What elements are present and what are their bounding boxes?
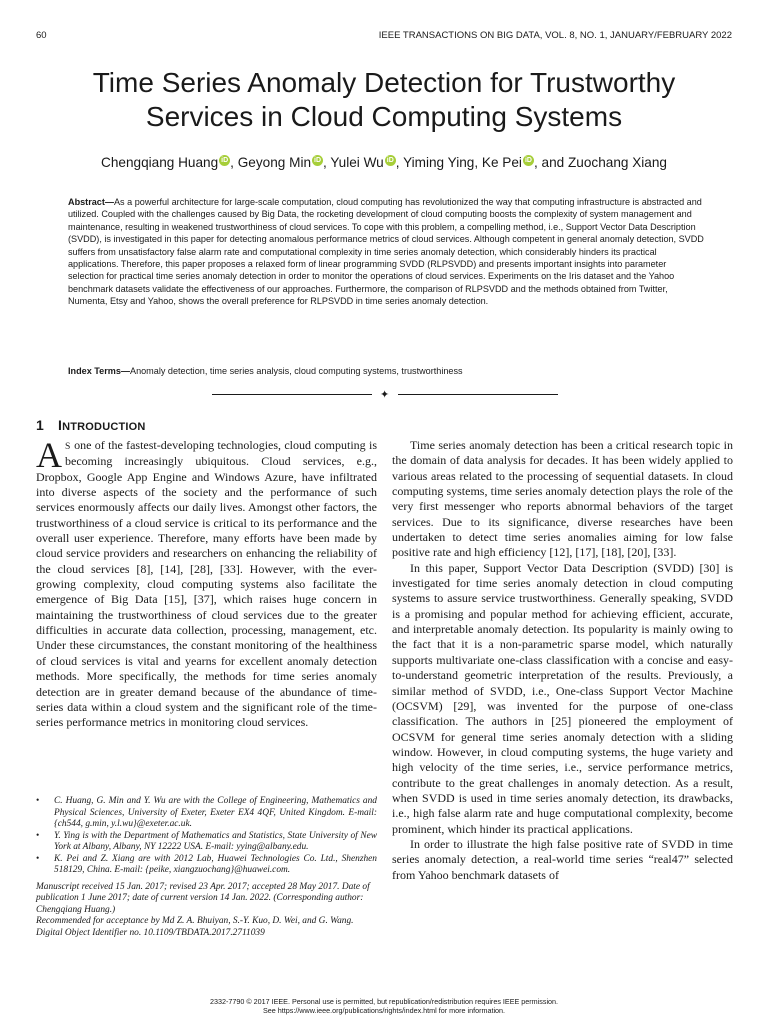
dropcap: A bbox=[36, 435, 62, 475]
section-heading bbox=[36, 417, 146, 433]
index-terms bbox=[68, 365, 704, 377]
bullet-icon: • bbox=[36, 853, 40, 864]
body-column-right bbox=[392, 438, 733, 883]
manuscript-history: Manuscript received 15 Jan. 2017; revised 23 Apr. 2017; accepted 28 May 2017. Date of publication 1 June 2017; date of current version 14 Jan. 2022. (Corresponding author: Chengqiang Huang.) bbox=[36, 881, 370, 915]
running-head: IEEE TRANSACTIONS ON BIG DATA, VOL. 8, NO. 1, JANUARY/FEBRUARY 2022 bbox=[378, 30, 732, 41]
paragraph bbox=[36, 435, 377, 731]
body-column-left bbox=[36, 435, 377, 731]
abstract bbox=[68, 196, 704, 308]
affiliation-footnote bbox=[36, 854, 377, 877]
section-title-initial: I bbox=[58, 417, 63, 433]
section-number: 1 bbox=[36, 417, 44, 433]
index-terms-label: Index Terms— bbox=[68, 366, 130, 376]
title-line-2: Services in Cloud Computing Systems bbox=[145, 101, 623, 132]
section-divider bbox=[212, 389, 558, 401]
copyright-line: 2332-7790 © 2017 IEEE. Personal use is permitted, but republication/redistribution requires IEEE permission. bbox=[209, 997, 559, 1006]
author-name: Yulei Wu bbox=[330, 155, 384, 170]
title-line-1: Time Series Anomaly Detection for Trustworthy bbox=[92, 67, 676, 98]
footnote-text: K. Pei and Z. Xiang are with 2012 Lab, Huawei Technologies Co. Ltd., Shenzhen 518129, China. E-mail: {peike, xiangzuochang}@huawei.com. bbox=[54, 853, 377, 875]
bullet-icon: • bbox=[36, 830, 40, 841]
author-name: and Zuochang Xiang bbox=[541, 155, 667, 170]
orcid-icon[interactable]: iD bbox=[386, 157, 394, 164]
orcid-icon[interactable]: iD bbox=[221, 157, 229, 164]
affiliation-footnote bbox=[36, 796, 377, 831]
divider-line bbox=[212, 394, 372, 395]
paragraph: In this paper, Support Vector Data Description (SVDD) [30] is investigated for time series anomaly detection in cloud computing systems to assure service trustworthiness. Generally speaking, SVDD is a promising and popular method for achieving efficient, accurate, and interpretable anomaly detection. Its popularity is mainly owing to the fact that it is a non-parametric sparse model, which naturally supports multivariate one-class classification with a concise and easy-to-understand geometric interpretation of the results. Previously, a similar method of SVDD, i.e., One-class Support Vector Machine (OCSVM) [29], was invented for the purpose of one-class classification. The authors in [25] pioneered the employment of OCSVM for general time series anomaly detection with a sliding window. However, in cloud computing systems, the huge variety and high velocity of the time series, i.e., service performance metrics, contribute to the great challenges in anomaly detection. As a result, when SVDD is used in time series anomaly detection, its drawbacks, i.e., high false alarm rate and huge computational complexity, become prominent, which hinder its practical applications. bbox=[392, 560, 733, 836]
author-name: Yiming Ying, Ke Pei bbox=[403, 155, 522, 170]
orcid-icon[interactable]: iD bbox=[314, 157, 322, 164]
paragraph-text: one of the fastest-developing technologies, cloud computing is becoming increasingly ubiquitous. Cloud services, e.g., Dropbox, Google App Engine and Windows Azure, have infiltrated into diverse aspects of the society and the performance of such services enormously affects our daily lives. Amongst other factors, the trustworthiness of a cloud service is critical to its performance and the overall user experience. Therefore, many efforts have been made by cloud service providers and researchers on enhancing the reliability of the cloud services [8], [14], [28], [33]. However, with the ever-growing complexity, cloud computing systems also facilitate the emergence of Big Data [15], [37], which raises huge concern in maintaining the trustworthiness of cloud services due to the greater difficulties in accurate data collection, processing, management, etc. Under these circumstances, the constant monitoring of the healthiness of cloud services is vital and yearns for excellent anomaly detection methods. More specifically, the methods for time series anomaly detection are in greater demand because of the abundance of time-series data within a cloud system and the significant role of the time-series performance metrics in monitoring cloud services. bbox=[36, 438, 377, 730]
divider-line bbox=[398, 394, 558, 395]
footnotes bbox=[36, 796, 377, 939]
divider-ornament-icon: ✦ bbox=[380, 389, 390, 401]
orcid-icon[interactable]: iD bbox=[524, 157, 532, 164]
paragraph: Time series anomaly detection has been a critical research topic in the domain of data analysis for decades. It has been widely applied to various areas related to the processing of sequential datasets. In cloud computing systems, time series anomaly detection plays the role of the very first messenger who reports abnormal behaviors of the target services. Due to its significance, diverse researches have been undertaken to detect time series anomalies aiming for low false positive rate and high efficiency [12], [17], [18], [20], [33]. bbox=[392, 438, 733, 560]
index-terms-text: Anomaly detection, time series analysis, cloud computing systems, trustworthiness bbox=[130, 366, 463, 376]
author-name: Geyong Min bbox=[237, 155, 312, 170]
paper-title bbox=[40, 66, 728, 134]
footnote-text: Y. Ying is with the Department of Mathematics and Statistics, State University of New York at Albany, Albany, NY 12222 USA. E-mail: yying@albany.edu. bbox=[54, 830, 377, 852]
section-title-rest: NTRODUCTION bbox=[62, 421, 146, 433]
abstract-label: Abstract— bbox=[68, 197, 114, 207]
rights-link[interactable]: See https://www.ieee.org/publications/rights/index.html for more information. bbox=[262, 1006, 506, 1015]
paragraph: In order to illustrate the high false positive rate of SVDD in time series anomaly detection, a real-world time series “real47” selected from Yahoo benchmark datasets of bbox=[392, 836, 733, 882]
copyright-notice bbox=[36, 997, 732, 1015]
abstract-text: As a powerful architecture for large-scale computation, cloud computing has revolutionized the way that computing infrastructure is abstracted and utilized. Coupled with the challenges caused by Big Data, the rocketing development of cloud computing boosts the complexity of system management and maintenance, resulting in weakened trustworthiness of cloud services. To cope with this problem, a compelling method, i.e., Support Vector Data Description (SVDD), is investigated in this paper for detecting anomalous performance metrics of cloud services. Although competent in general anomaly detection, SVDD suffers from unsatisfactory false alarm rate and computational complexity in time series anomaly detection, which considerably hinders its practical applications. Therefore, this paper proposes a relaxed form of linear programming SVDD (RLPSVDD) and presents important insights into parameter selection for practical time series anomaly detection in order to monitor the operations of cloud services. Experiments on the Iris dataset and the Yahoo benchmark datasets validate the effectiveness of our approaches. Furthermore, the comparison of RLPSVDD and the methods obtained from Twitter, Numenta, Etsy and Yahoo, shows the overall preference for RLPSVDD in time series anomaly detection. bbox=[68, 197, 704, 307]
affiliation-footnote bbox=[36, 831, 377, 854]
lead-smallcaps: S bbox=[65, 441, 71, 452]
doi[interactable]: Digital Object Identifier no. 10.1109/TBDATA.2017.2711039 bbox=[36, 927, 265, 938]
author-list: Chengqiang Huang iD , Geyong Min iD , Yulei Wu iD , Yiming Ying, Ke Pei iD , and Zuochang Xiang bbox=[101, 155, 667, 170]
bullet-icon: • bbox=[36, 796, 40, 806]
footnote-text: C. Huang, G. Min and Y. Wu are with the College of Engineering, Mathematics and Physical Sciences, University of Exeter, Exeter EX4 4QF, United Kingdom. E-mail: {ch544, g.min, y.l.wu}@exeter.ac.uk. bbox=[54, 796, 377, 829]
recommended-by: Recommended for acceptance by Md Z. A. Bhuiyan, S.-Y. Kuo, D. Wei, and G. Wang. bbox=[36, 916, 354, 926]
author-name: Chengqiang Huang bbox=[101, 155, 219, 170]
page-number: 60 bbox=[36, 30, 47, 41]
